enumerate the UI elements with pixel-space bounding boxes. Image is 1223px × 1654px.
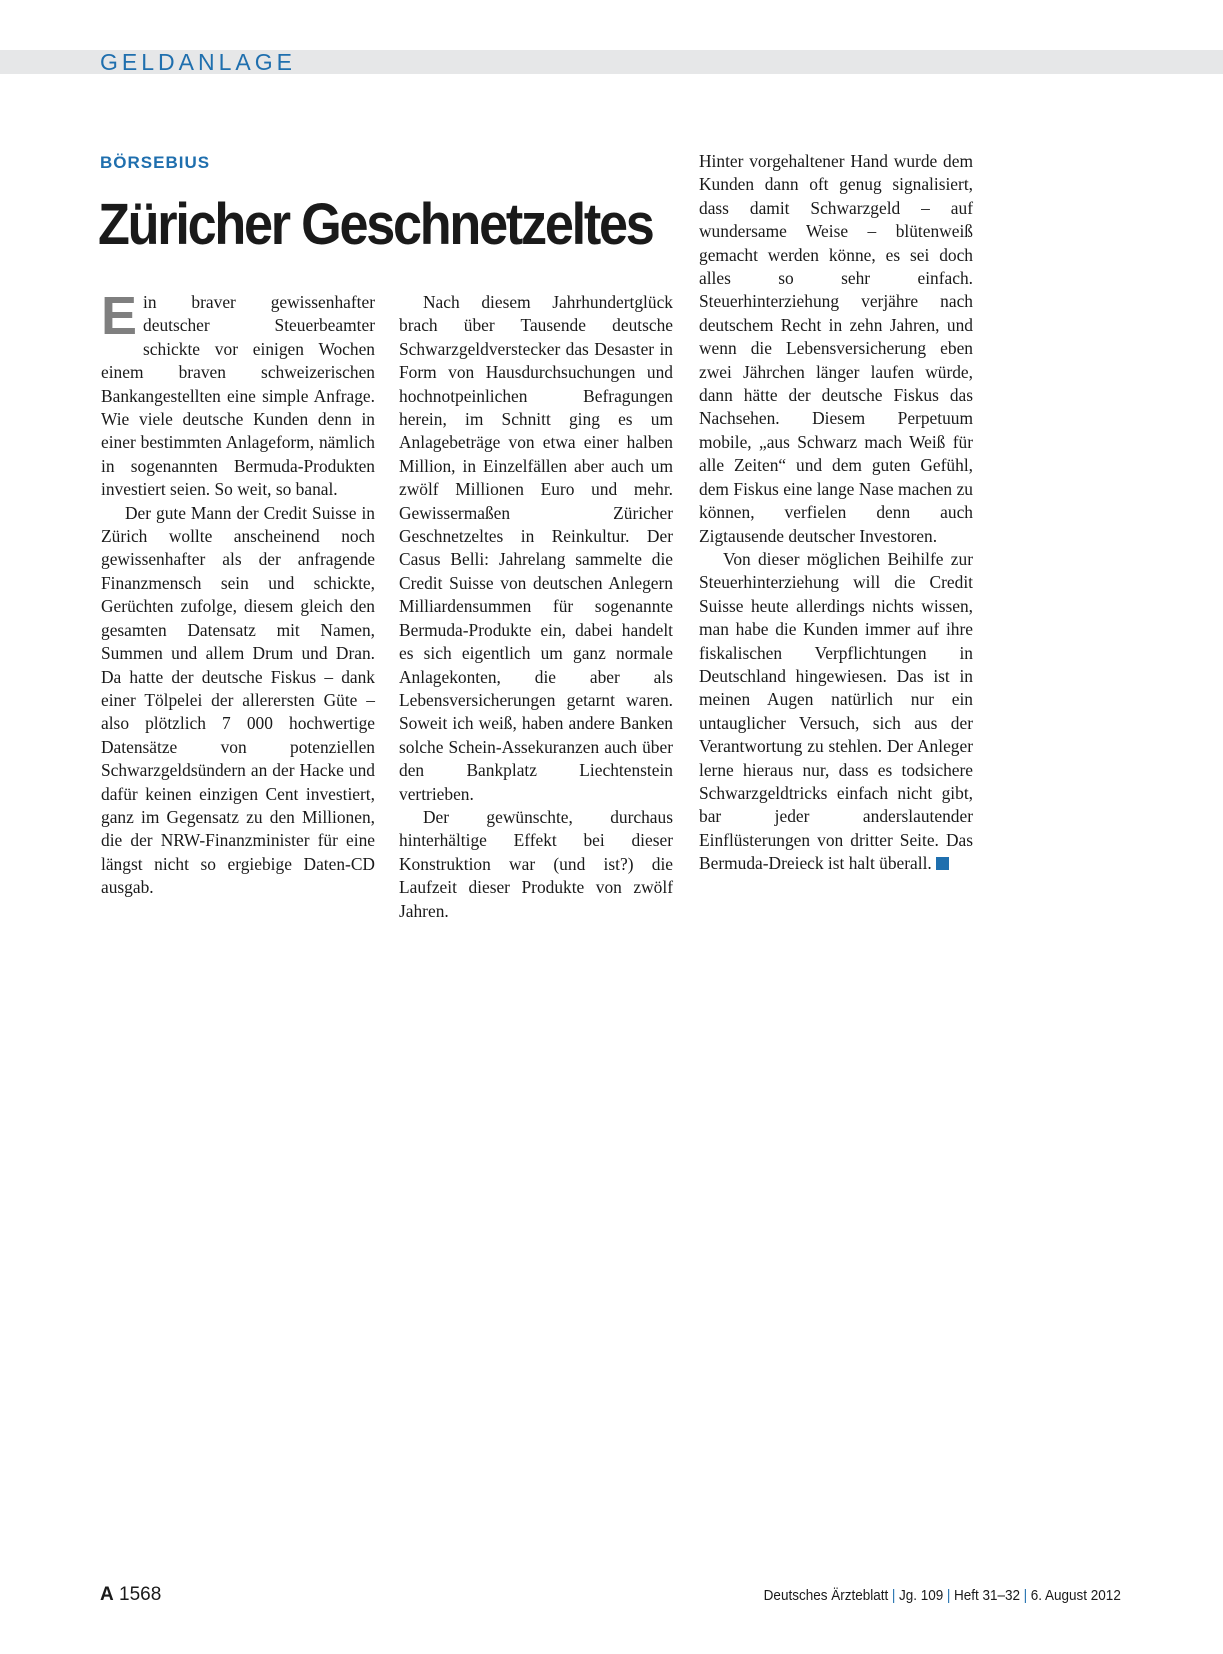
page-number: [100, 1584, 161, 1606]
end-of-article-icon: [936, 857, 949, 870]
issue: Heft 31–32: [954, 1587, 1021, 1604]
paragraph: [101, 286, 375, 502]
article-column-2: [399, 291, 673, 923]
separator: |: [892, 1587, 896, 1604]
paragraph: [699, 548, 973, 876]
column-kicker: BÖRSEBIUS: [100, 153, 211, 172]
section-label: GELDANLAGE: [100, 49, 296, 75]
paragraph-text: Von dieser möglichen Beihilfe zur Steuerhinterziehung will die Credit Suisse heute allerdings nichts wissen, man habe die Kunden immer auf ihre fiskalischen Verpflichtungen in Deutschland hingewiesen. Das ist in meinen Augen natürlich nur ein untauglicher Versuch, sich aus der Verantwortung zu stehlen. Der Anleger lerne hieraus nur, dass es todsichere Schwarzgeldtricks einfach nicht gibt, bar jeder anderslautender Einflüsterungen von dritter Seite. Das Bermuda-Dreieck ist halt überall.: [699, 548, 973, 874]
separator: |: [947, 1587, 951, 1604]
separator: |: [1023, 1587, 1028, 1604]
article-column-1: [101, 286, 375, 900]
drop-cap: E: [101, 286, 138, 346]
article-column-3: [699, 150, 973, 876]
paragraph: Der gewünschte, durchaus hinterhältige Effekt bei dieser Konstruktion war (und ist?) die Laufzeit dieser Produkte von zwölf Jahren.: [399, 806, 673, 921]
paragraph-text: in braver gewissenhafter deutscher Steuerbeamter schickte vor einigen Wochen einem braven schweizerischen Bankangestellten eine simple Anfrage. Wie viele deutsche Kunden denn in einer bestimmten Anlageform, nämlich in sogenannten Bermuda-Produkten investiert seien. So weit, so banal.: [101, 292, 375, 500]
paragraph: Nach diesem Jahrhundertglück brach über Tausende deutsche Schwarzgeldverstecker das Desaster in Form von Hausdurchsuchungen und hochnotpeinlichen Befragungen herein, im Schnitt ging es um Anlagebeträge von etwa einer halben Million, in Einzelfällen aber auch um zwölf Millionen Euro und mehr. Gewissermaßen Züricher Geschnetzeltes in Reinkultur. Der Casus Belli: Jahrelang sammelte die Credit Suisse von deutschen Anlegern Milliardensummen für sogenannte Bermuda-Produkte ein, dabei handelt es sich eigentlich um ganz normale Anlagekonten, die aber als Lebensversicherungen getarnt waren. Soweit ich weiß, haben andere Banken solche Schein-Assekuranzen auch über den Bankplatz Liechtenstein vertrieben.: [399, 292, 673, 804]
page-number-value: 1568: [119, 1584, 162, 1605]
paragraph: Der gute Mann der Credit Suisse in Zürich wollte anscheinend noch gewissenhafter als der anfragende Finanzmensch sein und schickte, Gerüchten zufolge, diesem gleich den gesamten Datensatz mit Namen, Summen und allem Drum und Dran. Da hatte der deutsche Fiskus – dank einer Tölpelei der allerersten Güte – also plötzlich 7 000 hochwertige Datensätze von potenziellen Schwarzgeldsündern an der Hacke und dafür keinen einzigen Cent investiert, ganz im Gegensatz zu den Millionen, die der NRW-Finanzminister für eine längst nicht so ergiebige Daten-CD ausgab.: [101, 502, 375, 898]
page-prefix: A: [100, 1584, 114, 1605]
journal-name: Deutsches Ärzteblatt: [763, 1587, 889, 1604]
publication-info: [764, 1587, 1121, 1604]
volume: Jg. 109: [899, 1587, 944, 1604]
paragraph: Hinter vorgehaltener Hand wurde dem Kunden dann oft genug signalisiert, dass damit Schwarzgeld – auf wundersame Weise – blütenweiß gemacht werden könne, es sei doch alles so sehr einfach. Steuerhinterziehung verjähre nach deutschem Recht in zehn Jahren, und wenn die Lebensversicherung eben zwei Jährchen länger laufen würde, dann hätte der deutsche Fiskus das Nachsehen. Diesem Perpetuum mobile, „aus Schwarz mach Weiß für alle Zeiten“ und dem guten Gefühl, dem Fiskus eine lange Nase machen zu können, verfielen denn auch Zigtausende deutscher Investoren.: [699, 151, 973, 546]
issue-date: 6. August 2012: [1030, 1587, 1121, 1604]
article-headline: Züricher Geschnetzeltes: [98, 192, 653, 257]
